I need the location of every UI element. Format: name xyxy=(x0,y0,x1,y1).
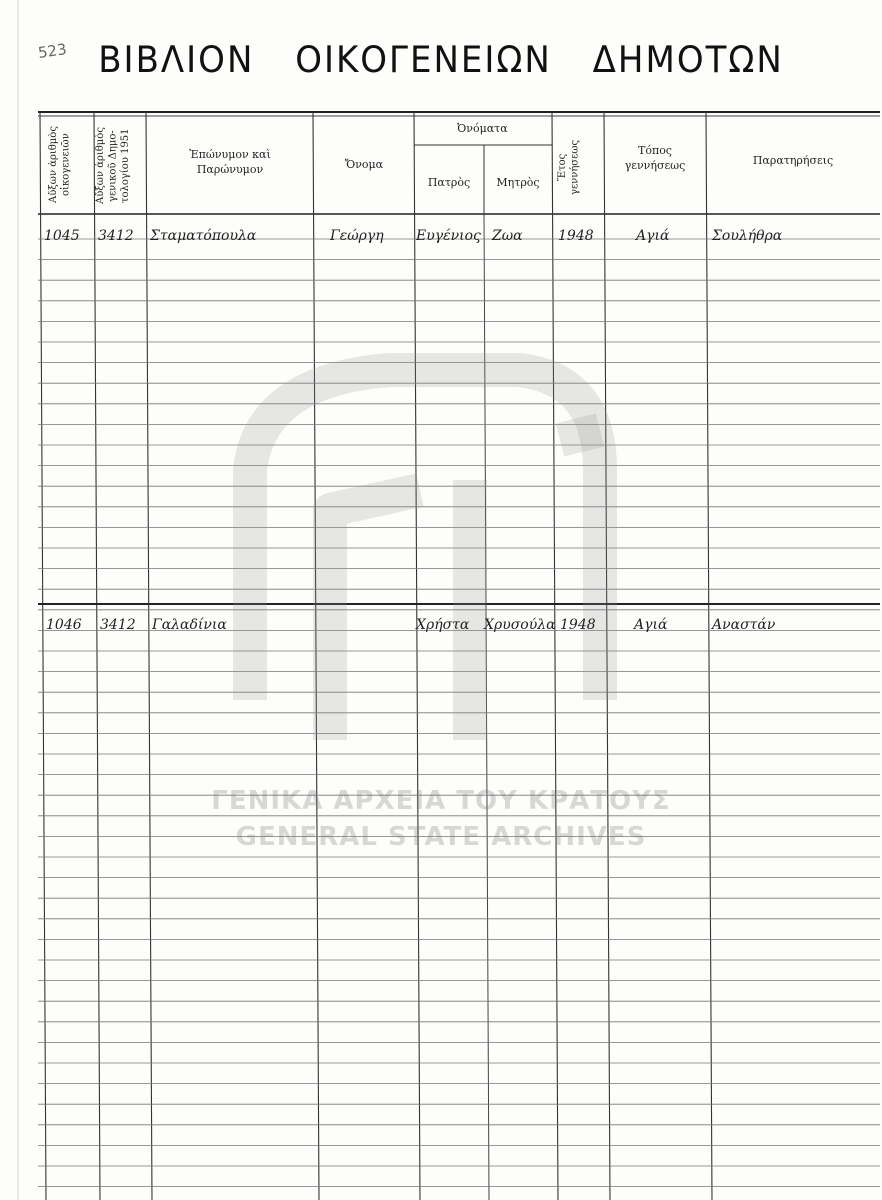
entry-2-father: Χρήστα xyxy=(416,617,470,633)
column-line xyxy=(146,112,152,1200)
title-word-1: ΒΙΒΛΙΟΝ xyxy=(98,38,255,82)
header-surname-line1: Ἐπώνυμον καὶ xyxy=(189,148,271,161)
header-father: Πατρὸς xyxy=(427,176,471,189)
entry-1-first-name: Γεώργη xyxy=(330,228,384,244)
column-line xyxy=(40,112,46,1200)
entry-2-surname: Γαλαδίνια xyxy=(152,617,227,633)
header-birth-place-line1: Τόπος xyxy=(638,144,672,157)
entry-2-remarks: Αναστάν xyxy=(712,617,776,633)
title-word-2: ΟΙΚΟΓΕΝΕΙΩΝ xyxy=(295,38,552,82)
header-surname xyxy=(150,148,310,178)
header-birth-place xyxy=(606,144,704,174)
column-line xyxy=(94,112,100,1200)
header-first-name: Ὄνομα xyxy=(344,158,384,171)
entry-2-family-number: 1046 xyxy=(46,617,82,633)
watermark-text-greek: ΓΕΝΙΚΑ ΑΡΧΕΙΑ ΤΟΥ ΚΡΑΤΟΥΣ xyxy=(211,786,671,816)
entry-1-birth-year: 1948 xyxy=(558,228,594,244)
header-surname-line2: Παρώνυμον xyxy=(196,162,264,176)
entry-1-remarks: Σουλήθρα xyxy=(712,228,783,244)
header-birth-place-line2: γεννήσεως xyxy=(624,158,686,172)
column-line xyxy=(552,112,558,1200)
page-number: 523 xyxy=(36,40,68,62)
entry-1-surname: Σταματόπουλα xyxy=(150,228,257,244)
header-family-number: Αὔξων ἀριθμὸς οἰκογενειῶν xyxy=(48,126,72,204)
header-names-group: Ὀνόματα xyxy=(457,122,508,135)
header-birth-year: Ἔτος γεννήσεως xyxy=(557,139,581,195)
archives-logo-watermark xyxy=(250,370,600,740)
header-mother: Μητρὸς xyxy=(496,176,540,189)
logo-stroke xyxy=(560,430,600,440)
entry-2-birth-year: 1948 xyxy=(560,617,596,633)
entry-1-birth-place: Αγιά xyxy=(636,228,670,244)
watermark-text-english: GENERAL STATE ARCHIVES xyxy=(235,822,647,852)
entry-2-mother: Χρυσούλα xyxy=(484,617,556,633)
logo-stroke xyxy=(250,370,600,700)
entry-1-father: Ευγένιος xyxy=(416,228,481,244)
column-line xyxy=(706,112,712,1200)
header-registry-number: Αὔξων ἀριθμὸς γενικοῦ Δημο-τολογίου 1951 xyxy=(95,127,131,205)
header-remarks: Παρατηρήσεις xyxy=(752,154,834,167)
entry-2-registry-number: 3412 xyxy=(100,617,136,633)
entry-2-birth-place: Αγιά xyxy=(634,617,668,633)
entry-1-mother: Ζωα xyxy=(492,228,523,244)
entry-1-registry-number: 3412 xyxy=(98,228,134,244)
column-line xyxy=(414,112,420,1200)
entry-1-family-number: 1045 xyxy=(44,228,80,244)
title-word-3: ΔΗΜΟΤΩΝ xyxy=(592,38,784,82)
